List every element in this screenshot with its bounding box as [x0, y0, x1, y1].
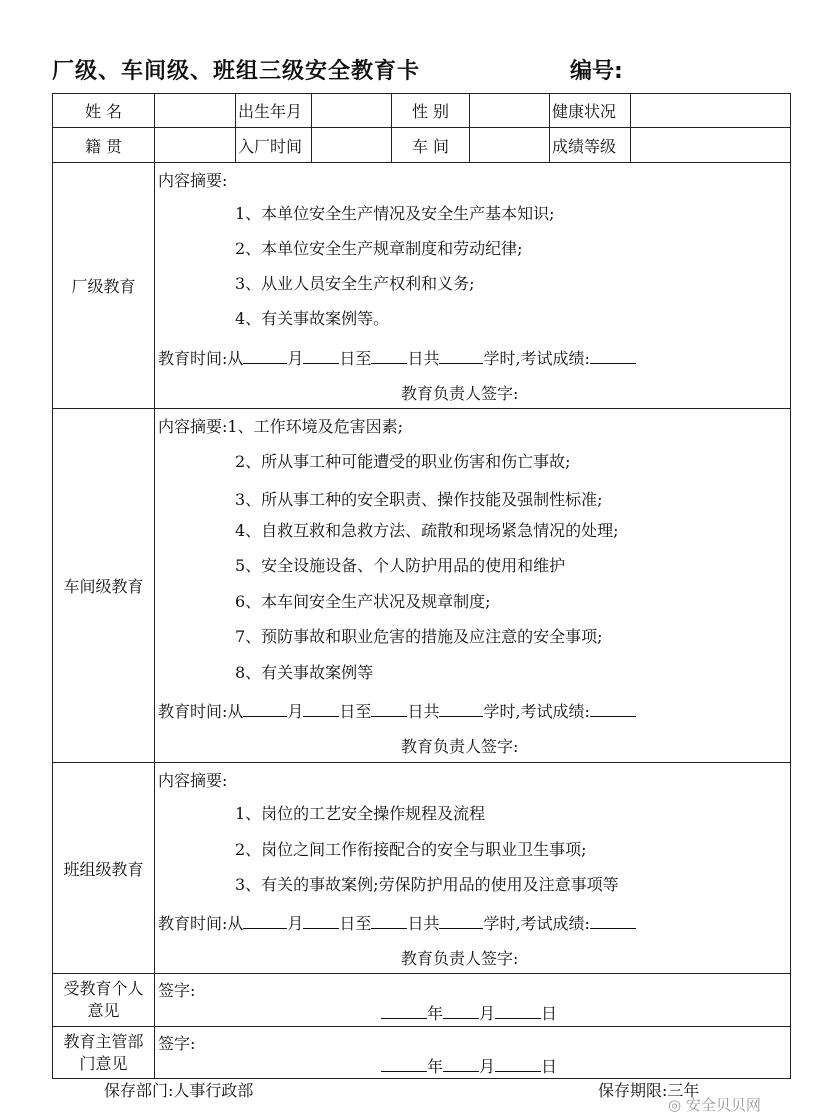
workshop-item: 3、所从事工种的安全职责、操作技能及强制性标准; [235, 490, 603, 509]
month-blank[interactable] [243, 914, 287, 929]
score-blank[interactable] [590, 914, 636, 929]
entry-date-field[interactable] [312, 128, 392, 163]
workshop-education-content [155, 409, 791, 763]
factory-item: 2、本单位安全生产规章制度和劳动纪律; [235, 239, 523, 258]
factory-education-content [155, 163, 791, 409]
gender-label: 性 别 [392, 94, 470, 128]
month-blank[interactable] [443, 1004, 479, 1019]
workshop-field[interactable] [470, 128, 550, 163]
native-place-field[interactable] [155, 128, 236, 163]
team-summary-label: 内容摘要: [158, 771, 228, 790]
day-blank[interactable] [495, 1004, 541, 1019]
personal-date: 年 月 日 [381, 1001, 557, 1024]
grade-field[interactable] [631, 128, 791, 163]
workshop-item: 6、本车间安全生产状况及规章制度; [235, 592, 491, 611]
hours-blank[interactable] [439, 702, 483, 717]
grade-label: 成绩等级 [550, 128, 631, 163]
factory-education-time: 教育时间:从 月 日至 日共 学时,考试成绩: [158, 346, 636, 369]
factory-education-label: 厂级教育 [53, 163, 155, 409]
hours-blank[interactable] [439, 914, 483, 929]
team-signer-label: 教育负责人签字: [401, 949, 519, 968]
day-blank[interactable] [303, 914, 339, 929]
hours-blank[interactable] [439, 349, 483, 364]
education-card-table [52, 93, 791, 1079]
workshop-education-time: 教育时间:从 月 日至 日共 学时,考试成绩: [158, 699, 636, 722]
day-blank[interactable] [371, 914, 407, 929]
day-blank[interactable] [303, 702, 339, 717]
dept-opinion-label: 教育主管部 门意见 [53, 1027, 155, 1079]
native-place-label: 籍 贯 [53, 128, 155, 163]
workshop-label: 车 间 [392, 128, 470, 163]
workshop-item: 8、有关事故案例等 [235, 663, 374, 682]
factory-item: 4、有关事故案例等。 [235, 309, 390, 328]
factory-signer-label: 教育负责人签字: [401, 384, 519, 403]
card-title: 厂级、车间级、班组三级安全教育卡 [52, 59, 421, 84]
personal-sign-label: 签字: [158, 981, 196, 1000]
workshop-education-label: 车间级教育 [53, 409, 155, 763]
entry-date-label: 入厂时间 [236, 128, 312, 163]
gender-field[interactable] [470, 94, 550, 128]
name-label: 姓 名 [53, 94, 155, 128]
workshop-item: 5、安全设施设备、个人防护用品的使用和维护 [235, 556, 566, 575]
month-blank[interactable] [443, 1057, 479, 1072]
personal-opinion-label: 受教育个人 意见 [53, 974, 155, 1027]
team-item: 3、有关的事故案例;劳保防护用品的使用及注意事项等 [235, 875, 619, 894]
birth-date-field[interactable] [312, 94, 392, 128]
factory-item: 1、本单位安全生产情况及安全生产基本知识; [235, 204, 555, 223]
team-item: 1、岗位的工艺安全操作规程及流程 [235, 804, 486, 823]
team-education-label: 班组级教育 [53, 763, 155, 974]
day-blank[interactable] [495, 1057, 541, 1072]
workshop-signer-label: 教育负责人签字: [401, 737, 519, 756]
team-education-content [155, 763, 791, 974]
factory-item: 3、从业人员安全生产权利和义务; [235, 274, 475, 293]
score-blank[interactable] [590, 702, 636, 717]
day-blank[interactable] [303, 349, 339, 364]
team-education-time: 教育时间:从 月 日至 日共 学时,考试成绩: [158, 911, 636, 934]
health-field[interactable] [631, 94, 791, 128]
team-item: 2、岗位之间工作衔接配合的安全与职业卫生事项; [235, 840, 587, 859]
dept-sign-label: 签字: [158, 1034, 196, 1053]
workshop-item: 7、预防事故和职业危害的措施及应注意的安全事项; [235, 627, 603, 646]
serial-number-label: 编号: [570, 59, 623, 84]
health-label: 健康状况 [550, 94, 631, 128]
birth-date-label: 出生年月 [236, 94, 312, 128]
dept-opinion-content[interactable] [155, 1027, 791, 1079]
month-blank[interactable] [243, 702, 287, 717]
day-blank[interactable] [371, 349, 407, 364]
year-blank[interactable] [381, 1057, 427, 1072]
storage-period: 保存期限:三年 [598, 1081, 700, 1100]
name-field[interactable] [155, 94, 236, 128]
workshop-item: 4、自救互救和急救方法、疏散和现场紧急情况的处理; [235, 521, 619, 540]
wechat-icon: ◎ [668, 1096, 686, 1114]
workshop-summary-label: 内容摘要:1、工作环境及危害因素; [158, 417, 403, 436]
factory-summary-label: 内容摘要: [158, 171, 228, 190]
watermark: ◎ 安全贝贝网 [668, 1096, 761, 1114]
storage-department: 保存部门:人事行政部 [104, 1081, 254, 1100]
personal-opinion-content[interactable] [155, 974, 791, 1027]
day-blank[interactable] [371, 702, 407, 717]
month-blank[interactable] [243, 349, 287, 364]
score-blank[interactable] [590, 349, 636, 364]
workshop-item: 2、所从事工种可能遭受的职业伤害和伤亡事故; [235, 452, 571, 471]
year-blank[interactable] [381, 1004, 427, 1019]
dept-date: 年 月 日 [381, 1054, 557, 1077]
